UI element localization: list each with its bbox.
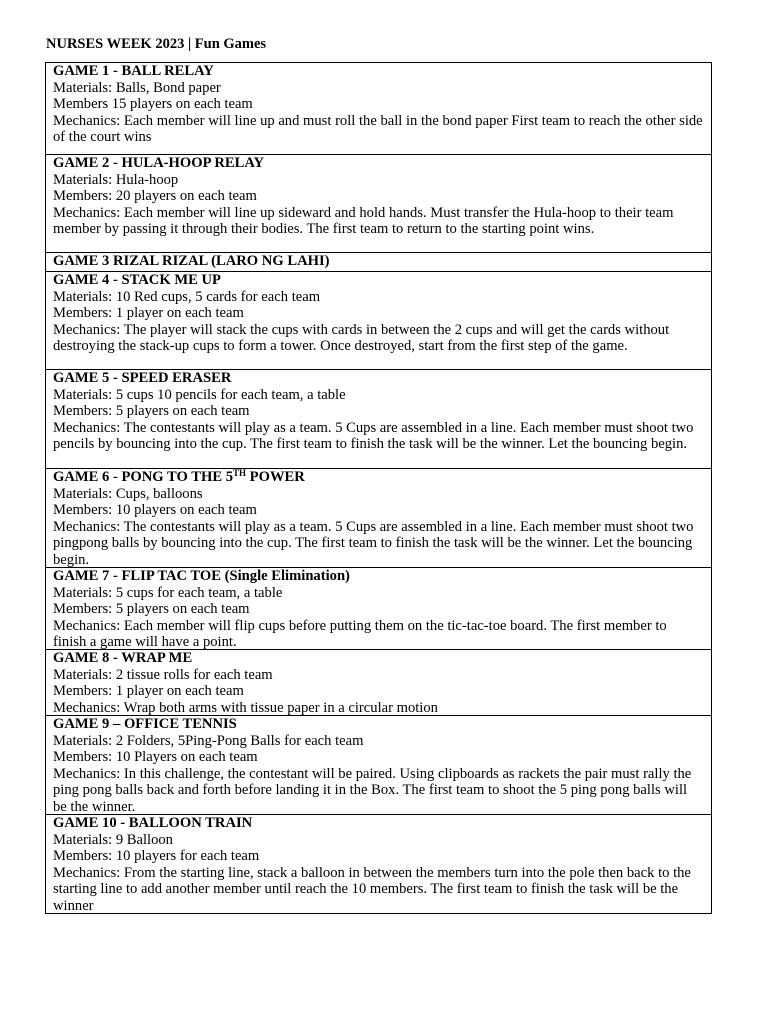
game-7-title: GAME 7 - FLIP TAC TOE (Single Elimination) [53, 568, 350, 584]
game-2-title: GAME 2 - HULA-HOOP RELAY [53, 155, 265, 171]
game-9-cell [46, 715, 711, 814]
game-8-mechanics: Mechanics: Wrap both arms with tissue paper in a circular motion [53, 699, 438, 715]
game-10-cell [46, 814, 711, 913]
game-4-title: GAME 4 - STACK ME UP [53, 272, 221, 288]
games-table [45, 62, 712, 914]
game-10-members: Members: 10 players for each team [53, 848, 260, 864]
game-5-title: GAME 5 - SPEED ERASER [53, 370, 232, 386]
game-10-mechanics: Mechanics: From the starting line, stack a balloon in between the members turn into the pole then back to the starting line to add another member until reach the 10 members. The first team to finish the task will be the winner [53, 864, 691, 913]
game-2-members: Members: 20 players on each team [53, 188, 257, 204]
game-2-cell [46, 154, 711, 252]
game-5-materials: Materials: 5 cups 10 pencils for each team, a table [53, 386, 346, 403]
game-6-members: Members: 10 players on each team [53, 502, 257, 518]
game-5-members: Members: 5 players on each team [53, 403, 250, 419]
game-7-materials: Materials: 5 cups for each team, a table [53, 584, 283, 601]
game-7-members: Members: 5 players on each team [53, 601, 250, 617]
game-5-mechanics: Mechanics: The contestants will play as a team. 5 Cups are assembled in a line. Each member must shoot two pencils by bouncing into the cup. The first team to finish the task will be the winner. Let the bouncing begin. [53, 419, 694, 452]
game-2-materials: Materials: Hula-hoop [53, 171, 179, 188]
game-7-mechanics: Mechanics: Each member will flip cups before putting them on the tic-tac-toe board. The first member to finish a game will have a point. [53, 617, 667, 649]
game-1-mechanics: Mechanics: Each member will line up and must roll the ball in the bond paper First team to reach the other side of the court wins [53, 112, 703, 145]
game-6-title-main: GAME 6 - PONG TO THE 5 [53, 469, 234, 485]
game-8-title: GAME 8 - WRAP ME [53, 650, 193, 666]
game-10-title: GAME 10 - BALLOON TRAIN [53, 815, 253, 831]
game-1-materials: Materials: Balls, Bond paper [53, 79, 221, 96]
game-1-members: Members 15 players on each team [53, 96, 253, 112]
game-6-materials: Materials: Cups, balloons [53, 485, 203, 502]
game-6-title-superscript: TH [233, 468, 247, 478]
game-6-title [53, 469, 703, 486]
game-10-materials: Materials: 9 Balloon [53, 831, 173, 848]
game-4-materials: Materials: 10 Red cups, 5 cards for each team [53, 288, 321, 305]
game-2-mechanics: Mechanics: Each member will line up sideward and hold hands. Must transfer the Hula-hoop to their team member by passing it through their bodies. The first team to return to the starting point wins. [53, 204, 674, 237]
game-6-title-tail: POWER [246, 469, 305, 485]
game-1-title: GAME 1 - BALL RELAY [53, 63, 214, 79]
game-3-title: GAME 3 RIZAL RIZAL (LARO NG LAHI) [53, 253, 330, 269]
game-6-cell [46, 468, 711, 567]
game-8-materials: Materials: 2 tissue rolls for each team [53, 666, 273, 683]
game-4-mechanics: Mechanics: The player will stack the cups with cards in between the 2 cups and will get the cards without destroying the stack-up cups to form a tower. Once destroyed, start from the first step of the game. [53, 321, 670, 354]
game-4-members: Members: 1 player on each team [53, 305, 244, 321]
game-9-members: Members: 10 Players on each team [53, 749, 258, 765]
game-9-materials: Materials: 2 Folders, 5Ping-Pong Balls for each team [53, 732, 364, 749]
game-7-cell [46, 567, 711, 649]
game-3-cell [46, 252, 711, 271]
game-9-title: GAME 9 – OFFICE TENNIS [53, 716, 237, 732]
game-8-members: Members: 1 player on each team [53, 683, 244, 699]
page-title: NURSES WEEK 2023 | Fun Games [46, 36, 267, 52]
game-8-cell [46, 649, 711, 715]
game-6-mechanics: Mechanics: The contestants will play as a team. 5 Cups are assembled in a line. Each member must shoot two pingpong balls by bouncing into the cup. The first team to finish the task will be the winner. Let the bouncing begin. [53, 518, 694, 567]
game-5-cell [46, 369, 711, 468]
game-1-cell [46, 63, 711, 154]
game-4-cell [46, 271, 711, 369]
game-9-mechanics: Mechanics: In this challenge, the contestant will be paired. Using clipboards as rackets the pair must rally the ping pong balls back and forth before landing it in the Box. The first team to shoot the 5 ping pong balls will be the winner. [53, 765, 692, 814]
